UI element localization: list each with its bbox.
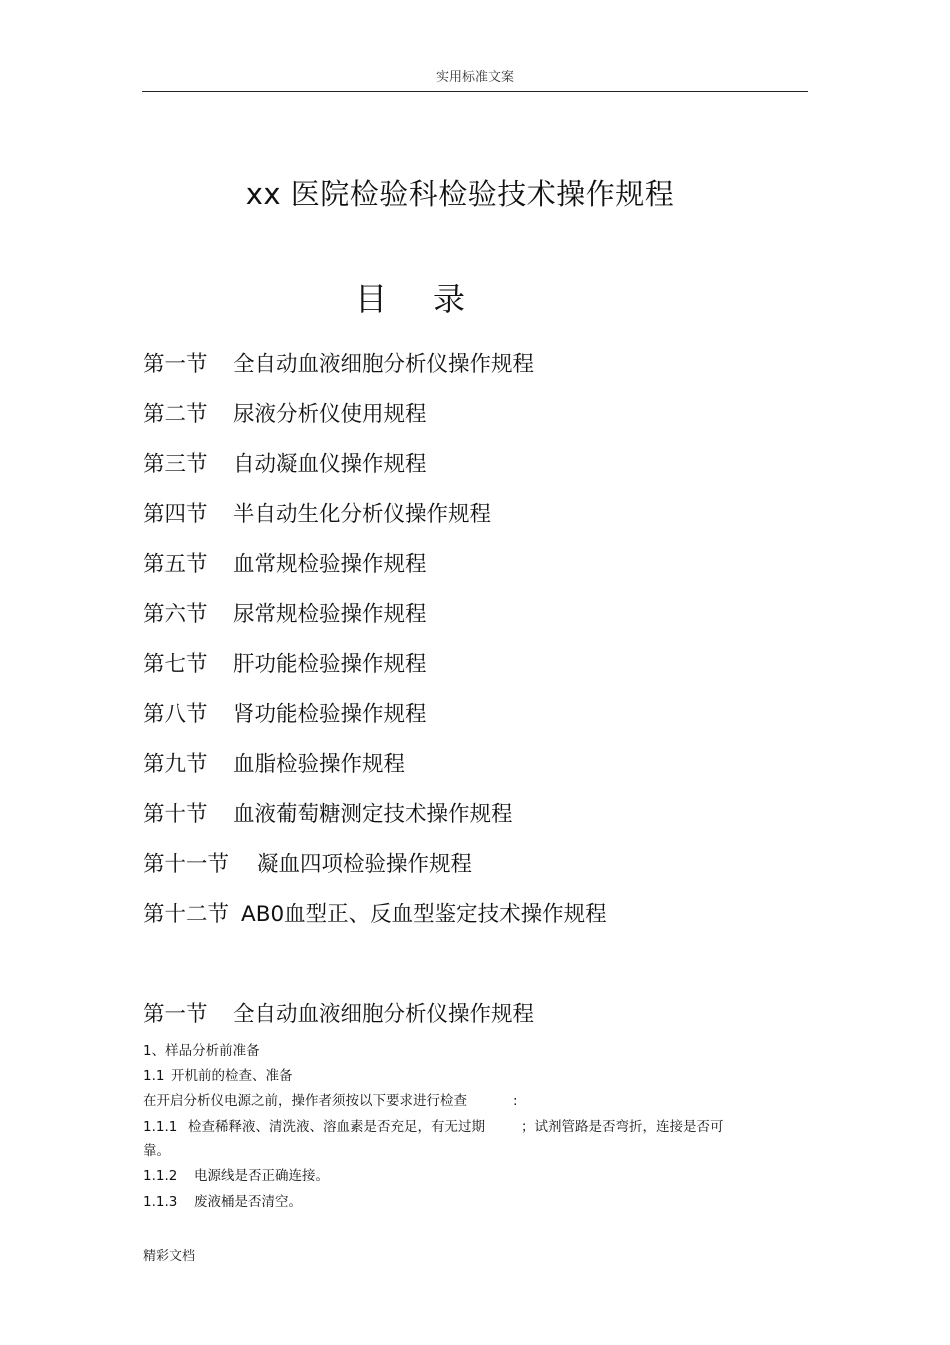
toc-item[interactable] [143,396,607,446]
paragraph-number: 1.1 [143,1068,165,1084]
toc-item-title: 自动凝血仪操作规程 [233,452,427,477]
toc-item-number: 第七节 [143,652,208,677]
toc-heading [355,274,465,320]
toc-item-title: 肾功能检验操作规程 [233,702,427,727]
page-footer: 精彩文档 [143,1249,196,1264]
toc-item[interactable] [143,596,607,646]
toc-item-title: 血脂检验操作规程 [233,752,406,777]
toc-item[interactable] [143,496,607,546]
document-title: xx 医院检验科检验技术操作规程 [245,177,675,211]
toc-item[interactable] [143,746,607,796]
page-header: 实用标准文案 [435,70,514,85]
toc-item-number: 第一节 [143,352,208,377]
paragraph-text: 电源线是否正确连接。 [194,1168,329,1184]
toc-item[interactable] [143,796,607,846]
paragraph-text: 检查稀释液、清洗液、溶血素是否充足，有无过期 [188,1119,485,1135]
paragraph-number: 1.1.3 [143,1194,178,1210]
toc-item-number: 第三节 [143,452,208,477]
paragraph-number: 1.1.2 [143,1168,178,1184]
paragraph-sample-prep: 1、样品分析前准备 [143,1043,260,1059]
section-title: 全自动血液细胞分析仪操作规程 [233,1002,535,1027]
toc-item-number: 第八节 [143,702,208,727]
paragraph-text: 开机前的检查、准备 [171,1068,293,1084]
toc-item-title: 全自动血液细胞分析仪操作规程 [233,352,535,377]
header-rule [142,91,808,92]
section-number: 第一节 [143,1002,208,1027]
toc-item[interactable] [143,696,607,746]
paragraph-1-1-1 [143,1115,724,1139]
paragraph-colon: : [513,1093,518,1109]
toc-item-number: 第五节 [143,552,208,577]
paragraph-text: 废液桶是否清空。 [194,1194,302,1210]
toc-item-number: 第六节 [143,602,208,627]
toc-item[interactable] [143,346,607,396]
toc-item-number: 第九节 [143,752,208,777]
paragraph-1-1-2 [143,1164,329,1188]
paragraph-text-tail: ；试剂管路是否弯折，连接是否可 [521,1119,724,1135]
toc-item[interactable] [143,896,607,946]
toc-item-title: 半自动生化分析仪操作规程 [233,502,492,527]
toc-item[interactable] [143,646,607,696]
paragraph-check-intro [143,1089,518,1113]
toc-item-title: 凝血四项检验操作规程 [257,852,473,877]
section-heading [143,996,534,1034]
toc-heading-left: 目 [355,280,388,318]
toc-item-number: 第二节 [143,402,208,427]
toc-item-number: 第四节 [143,502,208,527]
toc-item-number: 第十节 [143,802,208,827]
toc-heading-right: 录 [433,280,466,318]
toc-item[interactable] [143,446,607,496]
paragraph-1-1-1-continued: 靠。 [143,1143,170,1159]
paragraph-1-1 [143,1064,293,1088]
toc-item-title: AB0血型正、反血型鉴定技术操作规程 [241,902,607,927]
toc-list [143,346,607,946]
toc-item[interactable] [143,546,607,596]
toc-item[interactable] [143,846,607,896]
toc-item-number: 第十二节 [143,902,230,927]
paragraph-1-1-3 [143,1190,302,1214]
toc-item-title: 血常规检验操作规程 [233,552,427,577]
paragraph-number: 1.1.1 [143,1119,178,1135]
toc-item-title: 血液葡萄糖测定技术操作规程 [233,802,513,827]
toc-item-title: 尿液分析仪使用规程 [233,402,427,427]
toc-item-number: 第十一节 [143,852,230,877]
toc-item-title: 肝功能检验操作规程 [233,652,427,677]
paragraph-text: 在开启分析仪电源之前，操作者须按以下要求进行检查 [143,1093,467,1109]
toc-item-title: 尿常规检验操作规程 [233,602,427,627]
